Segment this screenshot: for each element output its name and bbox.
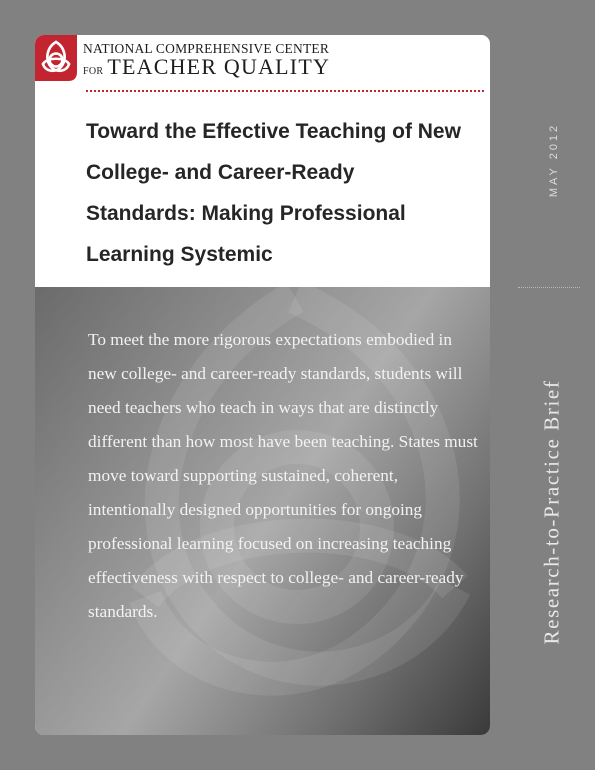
org-name-teacher-quality: TEACHER QUALITY xyxy=(107,54,331,79)
brief-title: Toward the Effective Teaching of New College- and Career-Ready Standards: Making Professional Learning Systemic xyxy=(86,120,461,266)
publication-date: MAY 2012 xyxy=(548,122,560,198)
summary-text: To meet the more rigorous expectations embodied in new college- and career-ready standards, students will need teachers who teach in ways that are distinctly different than how most have been teaching. States must move toward supporting sustained, coherent, intentionally designed opportunities for ongoing professional learning focused on increasing teaching effectiveness with respect to college- and career-ready standards. xyxy=(88,330,478,621)
sidebar-divider xyxy=(518,287,580,288)
cover-header xyxy=(35,35,490,287)
triquetra-knot-icon xyxy=(35,35,77,81)
org-name-for: FOR xyxy=(83,66,104,77)
cover-card xyxy=(35,35,490,735)
org-name-line1: NATIONAL COMPREHENSIVE CENTER xyxy=(83,41,330,56)
header-divider xyxy=(86,90,484,92)
series-label: Research-to-Practice Brief xyxy=(539,379,564,645)
summary-panel xyxy=(35,287,490,735)
org-name-line2 xyxy=(83,54,330,80)
